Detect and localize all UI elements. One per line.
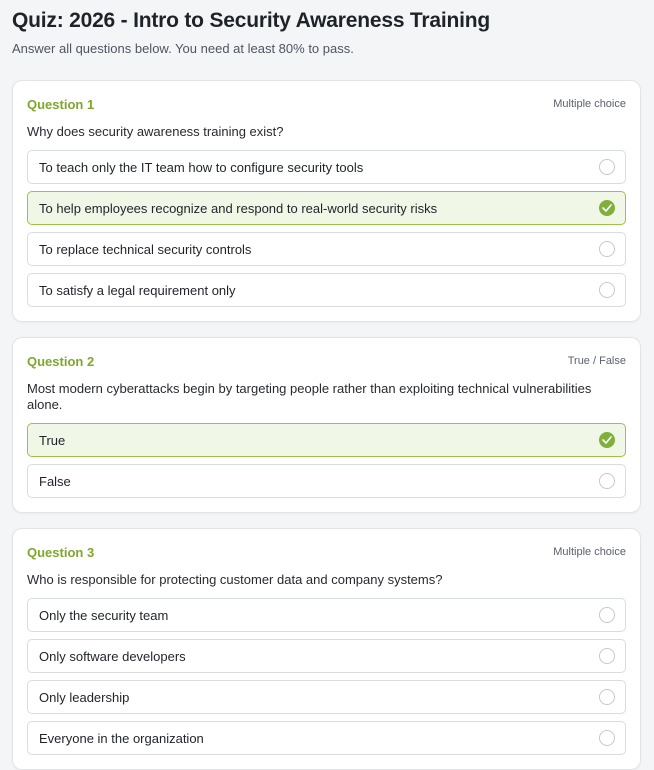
answer-option[interactable] — [27, 191, 626, 225]
question-card-3 — [12, 528, 641, 770]
answer-option[interactable] — [27, 680, 626, 714]
answer-options — [27, 150, 626, 307]
check-icon — [599, 432, 615, 448]
radio-icon — [599, 241, 615, 257]
answer-option[interactable] — [27, 639, 626, 673]
radio-icon — [599, 282, 615, 298]
question-type: True / False — [567, 355, 626, 367]
question-header — [27, 352, 626, 370]
answer-option[interactable] — [27, 150, 626, 184]
answer-option-label: False — [39, 473, 71, 489]
radio-icon — [599, 159, 615, 175]
question-number: Question 2 — [27, 353, 95, 369]
answer-option[interactable] — [27, 232, 626, 266]
answer-option-label: Everyone in the organization — [39, 730, 204, 746]
answer-option[interactable] — [27, 721, 626, 755]
answer-option[interactable] — [27, 423, 626, 457]
radio-icon — [599, 607, 615, 623]
question-text: Who is responsible for protecting customer data and company systems? — [27, 572, 443, 587]
radio-icon — [599, 730, 615, 746]
question-header — [27, 543, 626, 561]
answer-option-label: Only leadership — [39, 689, 130, 705]
answer-option-label: To replace technical security controls — [39, 241, 252, 257]
answer-option-label: True — [39, 432, 66, 448]
question-card-2 — [12, 337, 641, 513]
answer-option-label: To satisfy a legal requirement only — [39, 282, 236, 298]
page-title: Quiz: 2026 - Intro to Security Awareness Training — [12, 9, 490, 32]
radio-icon — [599, 473, 615, 489]
answer-option-label: Only software developers — [39, 648, 186, 664]
question-header — [27, 95, 626, 113]
answer-option-label: Only the security team — [39, 607, 169, 623]
answer-option-label: To help employees recognize and respond to real-world security risks — [39, 200, 438, 216]
question-number: Question 1 — [27, 96, 95, 112]
check-icon — [599, 200, 615, 216]
question-text: Most modern cyberattacks begin by targeting people rather than exploiting technical vulnerabilities alone. — [27, 381, 592, 412]
radio-icon — [599, 648, 615, 664]
answer-option[interactable] — [27, 464, 626, 498]
question-card-1 — [12, 80, 641, 322]
question-type: Multiple choice — [553, 546, 626, 558]
answer-options — [27, 423, 626, 498]
question-text: Why does security awareness training exist? — [27, 124, 284, 139]
answer-option[interactable] — [27, 598, 626, 632]
answer-options — [27, 598, 626, 755]
question-type: Multiple choice — [553, 98, 626, 110]
question-number: Question 3 — [27, 544, 95, 560]
answer-option-label: To teach only the IT team how to configure security tools — [39, 159, 364, 175]
page-subtitle: Answer all questions below. You need at least 80% to pass. — [12, 41, 354, 56]
radio-icon — [599, 689, 615, 705]
answer-option[interactable] — [27, 273, 626, 307]
